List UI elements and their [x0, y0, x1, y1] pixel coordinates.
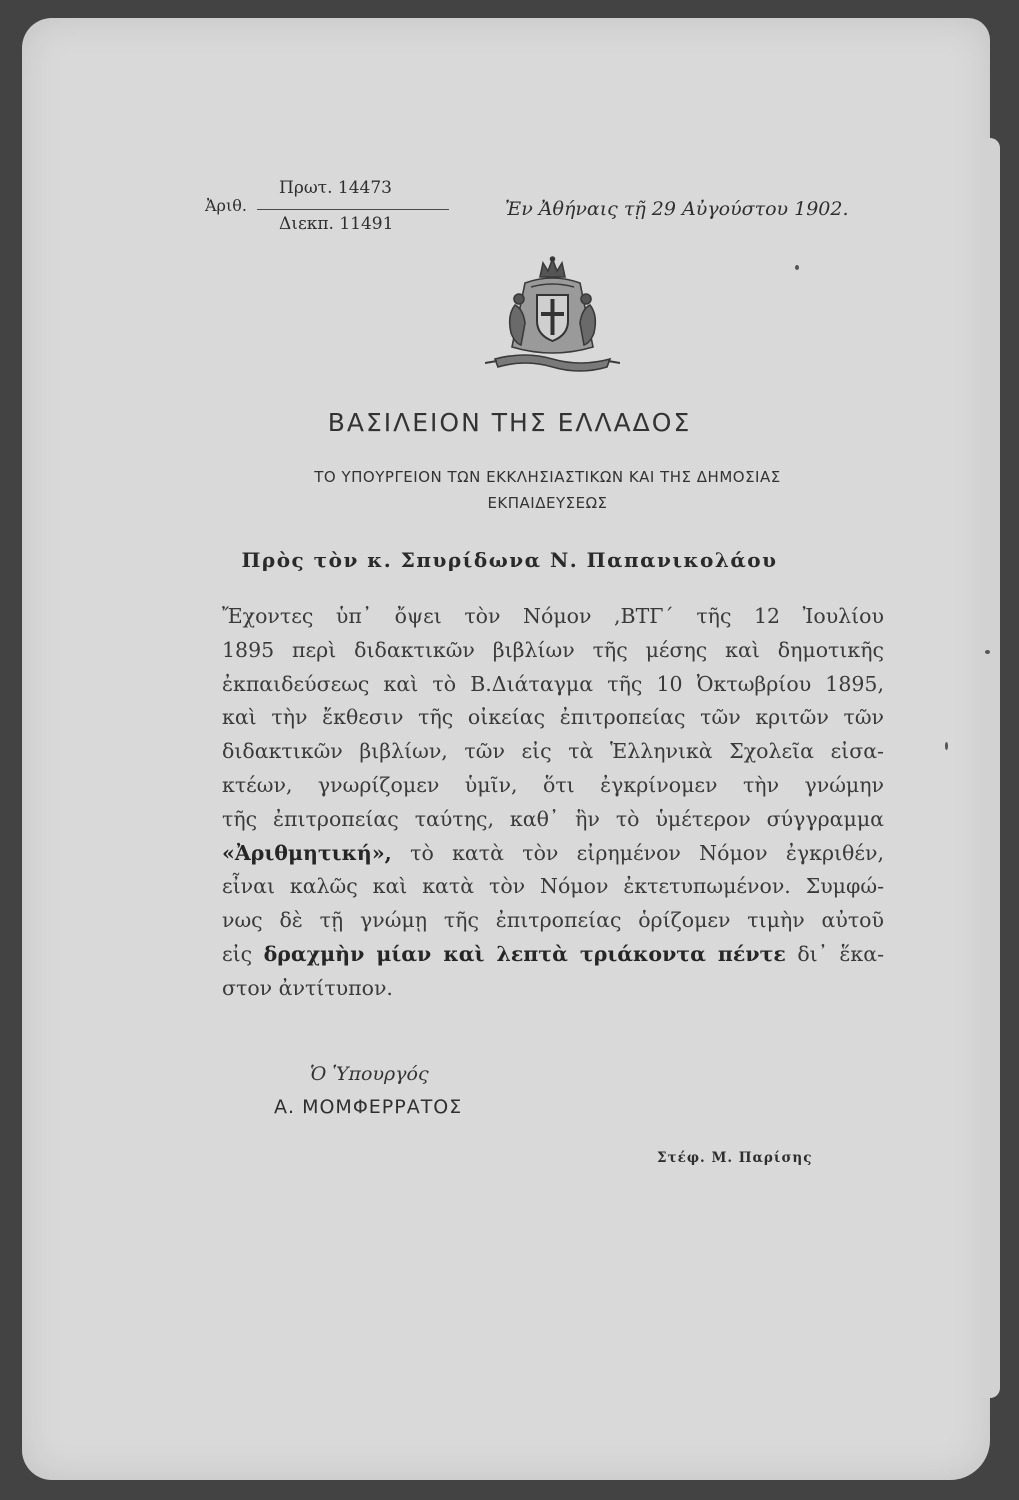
- body-line-text: τὸ κατὰ τὸν εἰρημένον Νόμον ἐγκριθέν,: [410, 840, 884, 865]
- ink-speck: [945, 742, 948, 750]
- body-line-text: εἰς: [222, 941, 253, 966]
- place-date: Ἐν Ἀθήναις τῇ 29 Αὐγούστου 1902.: [505, 198, 849, 220]
- reference-number: [205, 178, 455, 242]
- body-line: Ἔχοντες ὑπ᾽ ὄψει τὸν Νόμον ,ΒΤΓ΄ τῆς 12 Ἰουλίου: [222, 604, 884, 628]
- dispatch-number: Διεκπ. 11491: [279, 214, 394, 234]
- printer-credit: Στέφ. Μ. Παρίσης: [657, 1150, 813, 1166]
- ink-speck: [795, 265, 799, 270]
- body-line: νως δὲ τῇ γνώμῃ τῆς ἐπιτροπείας ὁρίζομεν τιμὴν αὐτοῦ: [222, 908, 884, 933]
- book-title: «Ἀριθμητική»,: [222, 840, 392, 865]
- body-line: [222, 938, 884, 972]
- signature-role: Ὁ Ὑπουργός: [310, 1063, 429, 1085]
- body-line: κτέων, γνωρίζομεν ὑμῖν, ὅτι ἐγκρίνομεν τὴν γνώμην: [222, 772, 884, 797]
- ministry-line-1: ΤΟ ΥΠΟΥΡΓΕΙΟΝ ΤΩΝ ΕΚΚΛΗΣΙΑΣΤΙΚΩΝ ΚΑΙ ΤΗΣ ΔΗΜΟΣΙΑΣ: [314, 468, 781, 486]
- royal-coat-of-arms-icon: [485, 255, 620, 380]
- body-line-text: δι᾽ ἕκα-: [797, 941, 884, 966]
- body-line: εἶναι καλῶς καὶ κατὰ τὸν Νόμον ἐκτετυπωμένον. Συμφώ-: [222, 874, 884, 899]
- addressee: Πρὸς τὸν κ. Σπυρίδωνα Ν. Παπανικολάου: [241, 548, 778, 572]
- body-line: ἐκπαιδεύσεως καὶ τὸ Β.Διάταγμα τῆς 10 Ὀκτωβρίου 1895,: [222, 671, 884, 696]
- protocol-number: Πρωτ. 14473: [279, 178, 392, 198]
- body-line: 1895 περὶ διδακτικῶν βιβλίων τῆς μέσης καὶ δημοτικῆς: [222, 637, 884, 662]
- body-line: καὶ τὴν ἔκθεσιν τῆς οἰκείας ἐπιτροπείας τῶν κριτῶν τῶν: [222, 705, 884, 730]
- letter-body: [222, 600, 884, 1006]
- price-text: δραχμὴν μίαν καὶ λεπτὰ τριάκοντα πέντε: [263, 941, 786, 966]
- ink-speck: [985, 650, 990, 654]
- page-edge: [978, 138, 1000, 1398]
- body-line: [222, 837, 884, 871]
- body-line: τῆς ἐπιτροπείας ταύτης, καθ᾽ ἣν τὸ ὑμέτερον σύγγραμμα: [222, 806, 884, 831]
- reference-prefix: Ἀριθ.: [205, 196, 247, 215]
- body-line: διδακτικῶν βιβλίων, τῶν εἰς τὰ Ἑλληνικὰ Σχολεῖα εἰσα-: [222, 739, 884, 764]
- reference-divider: [257, 209, 449, 210]
- body-line: στον ἀντίτυπον.: [222, 975, 393, 1000]
- kingdom-heading: ΒΑΣΙΛΕΙΟΝ ΤΗΣ ΕΛΛΑΔΟΣ: [327, 408, 692, 437]
- ministry-line-2: ΕΚΠΑΙΔΕΥΣΕΩΣ: [487, 494, 608, 512]
- signature-name: Α. ΜΟΜΦΕΡΡΑΤΟΣ: [274, 1096, 463, 1118]
- ministry-heading: [215, 464, 880, 516]
